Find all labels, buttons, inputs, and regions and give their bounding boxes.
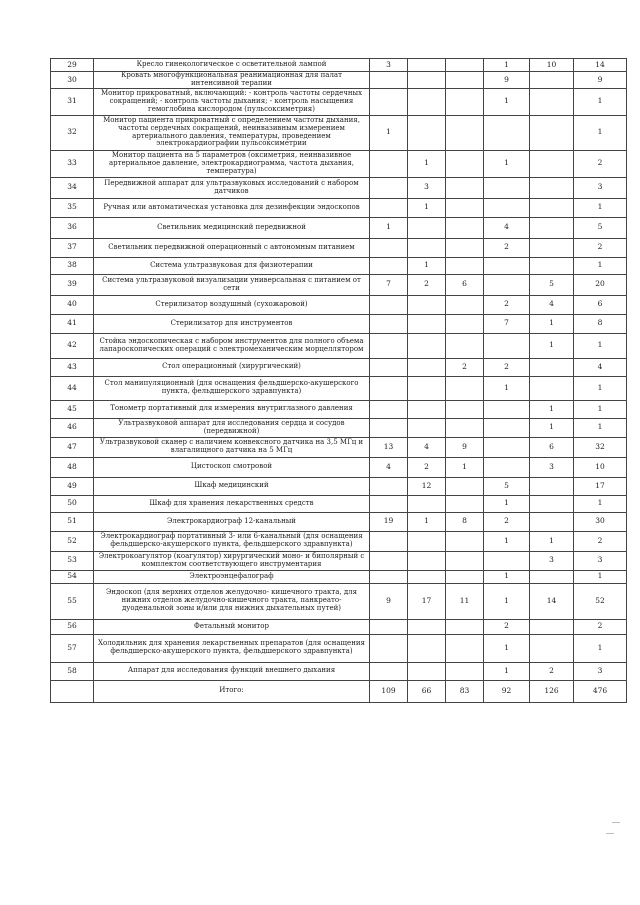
quantity-cell — [446, 418, 484, 437]
row-total-cell: 1 — [574, 376, 627, 400]
quantity-cell — [446, 531, 484, 551]
quantity-cell — [370, 198, 408, 217]
quantity-cell — [530, 619, 574, 634]
quantity-cell: 3 — [530, 457, 574, 477]
row-number: 57 — [51, 634, 94, 662]
quantity-cell — [446, 376, 484, 400]
table-row — [51, 59, 627, 72]
equipment-name: Шкаф для хранения лекарственных средств — [94, 495, 370, 512]
quantity-cell — [408, 551, 446, 570]
quantity-cell: 1 — [408, 257, 446, 274]
quantity-cell — [408, 295, 446, 314]
quantity-cell — [408, 358, 446, 376]
quantity-cell: 1 — [530, 531, 574, 551]
row-number: 45 — [51, 400, 94, 418]
row-total-cell: 5 — [574, 217, 627, 238]
total-row-number — [51, 680, 94, 702]
quantity-cell: 7 — [370, 274, 408, 295]
equipment-name: Цистоскоп смотровой — [94, 457, 370, 477]
row-number: 42 — [51, 333, 94, 358]
quantity-cell: 9 — [446, 437, 484, 457]
row-total-cell: 8 — [574, 314, 627, 333]
equipment-name: Передвижной аппарат для ультразвуковых исследований с набором датчиков — [94, 177, 370, 198]
row-total-cell: 14 — [574, 59, 627, 72]
quantity-cell — [370, 333, 408, 358]
equipment-name: Стойка эндоскопическая с набором инструментов для полного объема лапароскопических операций с электромеханическим морцеллятором — [94, 333, 370, 358]
quantity-cell — [408, 333, 446, 358]
quantity-cell: 1 — [530, 314, 574, 333]
quantity-cell: 2 — [530, 662, 574, 680]
quantity-cell — [446, 314, 484, 333]
table-row — [51, 418, 627, 437]
grand-total-cell: 476 — [574, 680, 627, 702]
row-total-cell: 1 — [574, 400, 627, 418]
scan-mark — [606, 833, 614, 834]
quantity-cell — [530, 358, 574, 376]
quantity-cell — [370, 238, 408, 257]
quantity-cell: 1 — [446, 457, 484, 477]
quantity-cell: 2 — [484, 358, 530, 376]
quantity-cell — [408, 531, 446, 551]
equipment-name: Электрокоагулятор (коагулятор) хирургический моно- и биполярный с комплектом соответствующего инструментария — [94, 551, 370, 570]
equipment-name: Светильник передвижной операционный с автономным питанием — [94, 238, 370, 257]
row-number: 52 — [51, 531, 94, 551]
quantity-cell — [408, 495, 446, 512]
quantity-cell — [446, 72, 484, 89]
row-total-cell: 6 — [574, 295, 627, 314]
row-number: 29 — [51, 59, 94, 72]
row-number: 47 — [51, 437, 94, 457]
quantity-cell — [484, 437, 530, 457]
total-quantity-cell: 109 — [370, 680, 408, 702]
quantity-cell — [484, 177, 530, 198]
quantity-cell — [446, 495, 484, 512]
quantity-cell: 1 — [484, 150, 530, 177]
quantity-cell — [408, 619, 446, 634]
row-number: 30 — [51, 72, 94, 89]
quantity-cell — [370, 295, 408, 314]
table-row — [51, 495, 627, 512]
quantity-cell — [370, 400, 408, 418]
quantity-cell — [530, 495, 574, 512]
table-row — [51, 376, 627, 400]
quantity-cell: 14 — [530, 583, 574, 619]
equipment-name: Холодильник для хранения лекарственных препаратов (для оснащения фельдшерско-акушерского пункта, фельдшерского здравпункта) — [94, 634, 370, 662]
row-number: 41 — [51, 314, 94, 333]
quantity-cell — [530, 376, 574, 400]
quantity-cell — [370, 634, 408, 662]
table-row — [51, 400, 627, 418]
quantity-cell: 9 — [484, 72, 530, 89]
quantity-cell: 17 — [408, 583, 446, 619]
scan-mark — [612, 822, 620, 823]
table-row — [51, 238, 627, 257]
row-total-cell: 10 — [574, 457, 627, 477]
quantity-cell — [530, 115, 574, 150]
quantity-cell: 12 — [408, 477, 446, 495]
quantity-cell: 1 — [484, 531, 530, 551]
quantity-cell — [370, 314, 408, 333]
row-total-cell: 1 — [574, 198, 627, 217]
row-number: 58 — [51, 662, 94, 680]
equipment-name: Светильник медицинский передвижной — [94, 217, 370, 238]
quantity-cell — [370, 619, 408, 634]
quantity-cell — [484, 457, 530, 477]
quantity-cell — [408, 217, 446, 238]
quantity-cell — [446, 570, 484, 583]
row-total-cell: 2 — [574, 619, 627, 634]
quantity-cell: 1 — [408, 150, 446, 177]
row-number: 53 — [51, 551, 94, 570]
equipment-name: Система ультразвуковой визуализации универсальная с питанием от сети — [94, 274, 370, 295]
quantity-cell: 2 — [484, 512, 530, 531]
quantity-cell — [446, 238, 484, 257]
table-row — [51, 583, 627, 619]
quantity-cell — [530, 257, 574, 274]
total-quantity-cell: 126 — [530, 680, 574, 702]
equipment-name: Эндоскоп (для верхних отделов желудочно- кишечного тракта, для нижних отделов желудочно-кишечного тракта, панкреато-дуоденальной зоны и/или для нижних дыхательных путей) — [94, 583, 370, 619]
equipment-name: Монитор пациента на 5 параметров (оксиметрия, неинвазивное артериальное давление, электрокардиограмма, частота дыхания, температура) — [94, 150, 370, 177]
quantity-cell — [408, 634, 446, 662]
row-number: 31 — [51, 88, 94, 115]
quantity-cell — [370, 358, 408, 376]
quantity-cell — [408, 376, 446, 400]
equipment-name: Электроэнцефалограф — [94, 570, 370, 583]
equipment-name: Стол манипуляционный (для оснащения фельдшерско-акушерского пункта, фельдшерского здравпункта) — [94, 376, 370, 400]
table-row — [51, 358, 627, 376]
row-number: 43 — [51, 358, 94, 376]
equipment-name: Аппарат для исследования функций внешнего дыхания — [94, 662, 370, 680]
quantity-cell: 5 — [530, 274, 574, 295]
row-number: 54 — [51, 570, 94, 583]
quantity-cell: 1 — [484, 570, 530, 583]
row-number: 38 — [51, 257, 94, 274]
quantity-cell: 7 — [484, 314, 530, 333]
equipment-name: Тонометр портативный для измерения внутриглазного давления — [94, 400, 370, 418]
table-row — [51, 115, 627, 150]
equipment-name: Шкаф медицинский — [94, 477, 370, 495]
equipment-name: Ультразвуковой сканер с наличием конвексного датчика на 3,5 МГц и влагалищного датчика на 5 МГц — [94, 437, 370, 457]
table-row — [51, 217, 627, 238]
quantity-cell: 1 — [530, 418, 574, 437]
total-label: Итого: — [94, 680, 370, 702]
row-total-cell: 2 — [574, 150, 627, 177]
quantity-cell — [408, 59, 446, 72]
quantity-cell — [446, 59, 484, 72]
table-row — [51, 274, 627, 295]
row-number: 36 — [51, 217, 94, 238]
table-row — [51, 198, 627, 217]
quantity-cell — [530, 634, 574, 662]
quantity-cell: 2 — [408, 274, 446, 295]
row-total-cell: 20 — [574, 274, 627, 295]
row-total-cell: 30 — [574, 512, 627, 531]
quantity-cell — [446, 333, 484, 358]
quantity-cell — [370, 570, 408, 583]
quantity-cell: 4 — [530, 295, 574, 314]
quantity-cell: 1 — [370, 115, 408, 150]
equipment-name: Ультразвуковой аппарат для исследования сердца и сосудов (передвижной) — [94, 418, 370, 437]
quantity-cell — [370, 150, 408, 177]
equipment-name: Монитор прикроватный, включающий: - контроль частоты сердечных сокращений; - контроль частоты дыхания; - контроль насыщения гемоглобина кислородом (пульсоксиметрия) — [94, 88, 370, 115]
quantity-cell — [370, 531, 408, 551]
quantity-cell: 1 — [370, 217, 408, 238]
quantity-cell — [408, 115, 446, 150]
row-number: 49 — [51, 477, 94, 495]
quantity-cell — [370, 88, 408, 115]
quantity-cell: 2 — [484, 619, 530, 634]
quantity-cell — [370, 477, 408, 495]
table-row — [51, 150, 627, 177]
quantity-cell — [370, 495, 408, 512]
document-page — [50, 58, 626, 703]
quantity-cell: 1 — [484, 88, 530, 115]
total-quantity-cell: 92 — [484, 680, 530, 702]
row-total-cell: 1 — [574, 88, 627, 115]
quantity-cell — [408, 418, 446, 437]
quantity-cell — [408, 72, 446, 89]
quantity-cell — [370, 177, 408, 198]
row-total-cell: 3 — [574, 551, 627, 570]
quantity-cell: 6 — [446, 274, 484, 295]
quantity-cell — [530, 570, 574, 583]
quantity-cell — [370, 418, 408, 437]
quantity-cell — [408, 400, 446, 418]
row-number: 39 — [51, 274, 94, 295]
quantity-cell — [530, 217, 574, 238]
quantity-cell: 11 — [446, 583, 484, 619]
equipment-name: Электрокардиограф 12-канальный — [94, 512, 370, 531]
quantity-cell — [530, 238, 574, 257]
quantity-cell: 6 — [530, 437, 574, 457]
quantity-cell — [408, 88, 446, 115]
quantity-cell — [484, 115, 530, 150]
quantity-cell — [446, 217, 484, 238]
row-number: 50 — [51, 495, 94, 512]
row-total-cell: 1 — [574, 257, 627, 274]
quantity-cell: 1 — [530, 333, 574, 358]
table-row — [51, 333, 627, 358]
equipment-name: Кресло гинекологическое с осветительной лампой — [94, 59, 370, 72]
quantity-cell: 8 — [446, 512, 484, 531]
quantity-cell — [370, 376, 408, 400]
quantity-cell: 1 — [484, 662, 530, 680]
quantity-cell — [446, 88, 484, 115]
quantity-cell: 2 — [408, 457, 446, 477]
quantity-cell: 2 — [484, 238, 530, 257]
row-total-cell: 1 — [574, 570, 627, 583]
equipment-table — [50, 58, 627, 703]
quantity-cell: 4 — [408, 437, 446, 457]
total-quantity-cell: 83 — [446, 680, 484, 702]
quantity-cell — [446, 662, 484, 680]
quantity-cell: 19 — [370, 512, 408, 531]
quantity-cell: 2 — [446, 358, 484, 376]
quantity-cell — [530, 198, 574, 217]
quantity-cell — [446, 295, 484, 314]
quantity-cell: 1 — [484, 583, 530, 619]
row-total-cell: 52 — [574, 583, 627, 619]
row-number: 44 — [51, 376, 94, 400]
row-total-cell: 4 — [574, 358, 627, 376]
quantity-cell — [530, 177, 574, 198]
row-number: 48 — [51, 457, 94, 477]
equipment-rows — [51, 59, 627, 703]
quantity-cell — [446, 115, 484, 150]
quantity-cell: 9 — [370, 583, 408, 619]
equipment-name: Стерилизатор для инструментов — [94, 314, 370, 333]
table-row — [51, 619, 627, 634]
row-total-cell: 17 — [574, 477, 627, 495]
row-total-cell: 1 — [574, 495, 627, 512]
row-number: 34 — [51, 177, 94, 198]
quantity-cell: 1 — [530, 400, 574, 418]
table-row — [51, 512, 627, 531]
quantity-cell: 3 — [530, 551, 574, 570]
quantity-cell — [370, 72, 408, 89]
row-total-cell: 1 — [574, 634, 627, 662]
table-row — [51, 314, 627, 333]
quantity-cell — [408, 662, 446, 680]
quantity-cell — [446, 477, 484, 495]
equipment-name: Ручная или автоматическая установка для дезинфекции эндоскопов — [94, 198, 370, 217]
quantity-cell — [446, 619, 484, 634]
row-number: 51 — [51, 512, 94, 531]
quantity-cell: 10 — [530, 59, 574, 72]
quantity-cell — [484, 198, 530, 217]
row-number: 56 — [51, 619, 94, 634]
quantity-cell: 2 — [484, 295, 530, 314]
table-row — [51, 457, 627, 477]
row-number: 37 — [51, 238, 94, 257]
quantity-cell: 13 — [370, 437, 408, 457]
table-row — [51, 295, 627, 314]
row-total-cell: 32 — [574, 437, 627, 457]
total-row — [51, 680, 627, 702]
quantity-cell — [446, 634, 484, 662]
quantity-cell — [446, 150, 484, 177]
table-row — [51, 570, 627, 583]
equipment-name: Монитор пациента прикроватный с определением частоты дыхания, частоты сердечных сокращений, неинвазивным измерением артериального давления, температуры, проведением электрокардиографии пульсоксиметрии — [94, 115, 370, 150]
quantity-cell — [530, 477, 574, 495]
quantity-cell — [408, 570, 446, 583]
quantity-cell: 5 — [484, 477, 530, 495]
row-total-cell: 2 — [574, 238, 627, 257]
quantity-cell — [484, 274, 530, 295]
row-total-cell: 9 — [574, 72, 627, 89]
row-total-cell: 1 — [574, 333, 627, 358]
row-number: 40 — [51, 295, 94, 314]
table-row — [51, 177, 627, 198]
quantity-cell — [446, 400, 484, 418]
row-number: 32 — [51, 115, 94, 150]
table-row — [51, 662, 627, 680]
quantity-cell: 1 — [408, 198, 446, 217]
quantity-cell — [446, 177, 484, 198]
row-number: 46 — [51, 418, 94, 437]
row-total-cell: 1 — [574, 115, 627, 150]
equipment-name: Фетальный монитор — [94, 619, 370, 634]
row-total-cell: 2 — [574, 531, 627, 551]
equipment-name: Стол операционный (хирургический) — [94, 358, 370, 376]
row-number: 35 — [51, 198, 94, 217]
quantity-cell — [530, 72, 574, 89]
equipment-name: Кровать многофункциональная реанимационная для палат интенсивной терапии — [94, 72, 370, 89]
table-row — [51, 531, 627, 551]
row-number: 33 — [51, 150, 94, 177]
quantity-cell — [484, 551, 530, 570]
quantity-cell — [530, 88, 574, 115]
quantity-cell — [446, 257, 484, 274]
quantity-cell — [446, 198, 484, 217]
quantity-cell — [446, 551, 484, 570]
quantity-cell: 1 — [484, 376, 530, 400]
quantity-cell: 3 — [408, 177, 446, 198]
quantity-cell: 1 — [484, 634, 530, 662]
table-row — [51, 437, 627, 457]
table-row — [51, 72, 627, 89]
quantity-cell — [408, 314, 446, 333]
quantity-cell — [484, 257, 530, 274]
quantity-cell — [530, 150, 574, 177]
quantity-cell — [484, 418, 530, 437]
quantity-cell — [370, 662, 408, 680]
equipment-name: Система ультразвуковая для физиотерапии — [94, 257, 370, 274]
row-number: 55 — [51, 583, 94, 619]
row-total-cell: 3 — [574, 662, 627, 680]
quantity-cell — [484, 333, 530, 358]
row-total-cell: 1 — [574, 418, 627, 437]
quantity-cell: 3 — [370, 59, 408, 72]
quantity-cell: 4 — [370, 457, 408, 477]
quantity-cell — [408, 238, 446, 257]
quantity-cell — [370, 257, 408, 274]
quantity-cell: 1 — [484, 59, 530, 72]
equipment-name: Стерилизатор воздушный (сухожаровой) — [94, 295, 370, 314]
quantity-cell — [484, 400, 530, 418]
quantity-cell: 1 — [408, 512, 446, 531]
equipment-name: Электрокардиограф портативный 3- или 6-канальный (для оснащения фельдшерско-акушерского пункта, фельдшерского здравпункта) — [94, 531, 370, 551]
quantity-cell — [530, 512, 574, 531]
quantity-cell: 4 — [484, 217, 530, 238]
table-row — [51, 551, 627, 570]
table-row — [51, 88, 627, 115]
table-row — [51, 634, 627, 662]
table-row — [51, 477, 627, 495]
total-quantity-cell: 66 — [408, 680, 446, 702]
table-row — [51, 257, 627, 274]
row-total-cell: 3 — [574, 177, 627, 198]
quantity-cell — [370, 551, 408, 570]
quantity-cell: 1 — [484, 495, 530, 512]
